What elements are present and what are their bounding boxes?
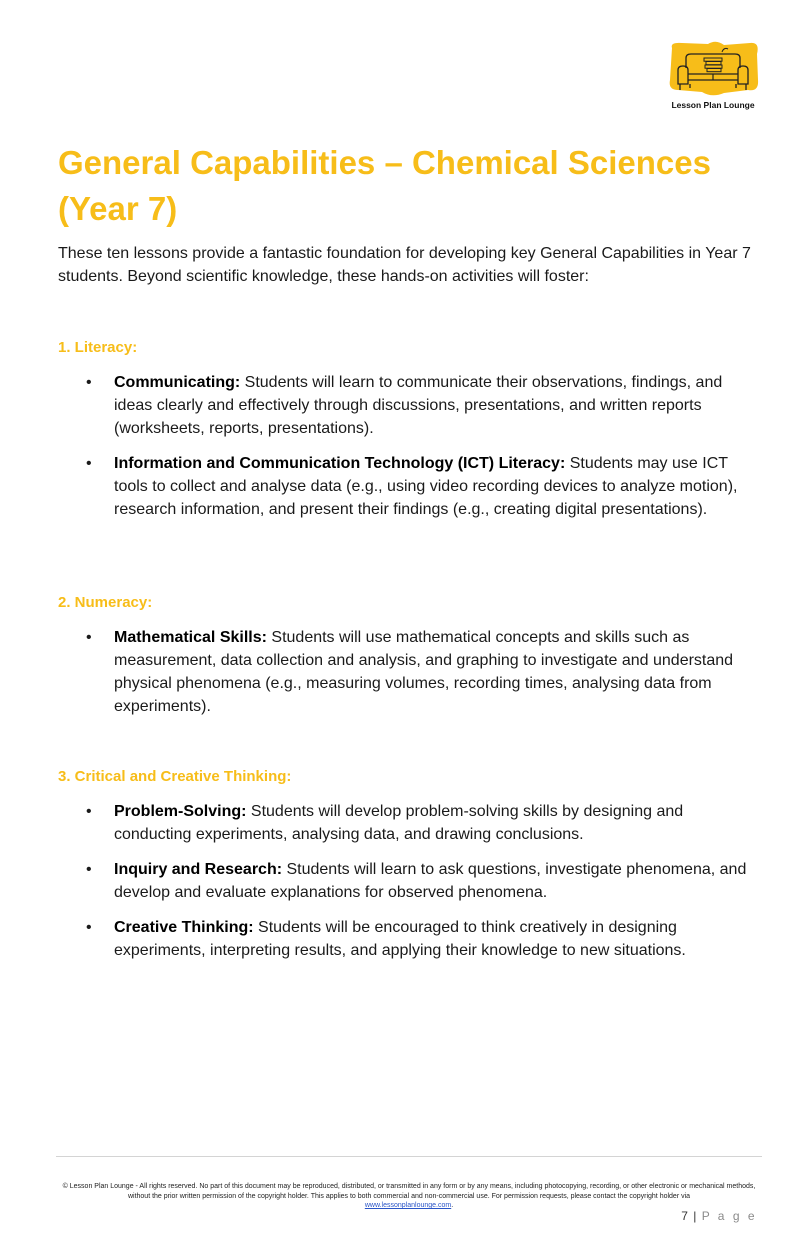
list-item bbox=[86, 858, 764, 904]
copyright-text: © Lesson Plan Lounge - All rights reserved. No part of this document may be reproduced, distributed, or transmitted in any form or by any means, including photocopying, recording, or other electronic or mechanical methods, without the prior written permission of the copyright holder. This applies to both commercial and non-commercial use. For permission requests, please contact the copyright holder via bbox=[62, 1183, 756, 1200]
item-text: Students will learn to ask questions, investigate phenomena, and develop and evaluate explanations for observed phenomena. bbox=[114, 861, 747, 901]
page-title: General Capabilities – Chemical Sciences (Year 7) bbox=[58, 144, 711, 227]
page-separator: | bbox=[693, 1209, 698, 1223]
bullet-icon: • bbox=[86, 629, 92, 646]
url-suffix: . bbox=[451, 1202, 454, 1209]
brand-name: Lesson Plan Lounge bbox=[671, 100, 755, 110]
item-term: Communicating: bbox=[114, 374, 241, 391]
brand-logo bbox=[664, 40, 762, 112]
item-text: Students will be encouraged to think creatively in designing experiments, interpreting results, and applying their knowledge to new situations. bbox=[114, 919, 686, 959]
item-term: Creative Thinking: bbox=[114, 919, 254, 936]
item-text: Students will use mathematical concepts and skills such as measurement, data collection and analysis, and graphing to investigate and understand physical phenomena (e.g., measuring volumes, recording times, analysing data from experiments). bbox=[114, 629, 734, 715]
section-heading-numeracy: 2. Numeracy: bbox=[58, 594, 153, 611]
footer-divider bbox=[56, 1156, 762, 1157]
item-text: Students will learn to communicate their observations, findings, and ideas clearly and effectively through discussions, presentations, and written reports (worksheets, reports, presentations). bbox=[114, 374, 723, 437]
bullet-icon: • bbox=[86, 803, 92, 820]
item-text: Students may use ICT tools to collect and analyse data (e.g., using video recording devices to analyze motion), research information, and present their findings (e.g., creating digital presentations). bbox=[114, 455, 738, 518]
section-heading-critical-thinking: 3. Critical and Creative Thinking: bbox=[58, 768, 292, 785]
intro-paragraph: These ten lessons provide a fantastic foundation for developing key General Capabilities in Year 7 students. Beyond scientific knowledge, these hands-on activities will foster: bbox=[58, 245, 751, 285]
list-item bbox=[86, 916, 764, 962]
item-term: Problem-Solving: bbox=[114, 803, 247, 820]
item-term: Inquiry and Research: bbox=[114, 861, 283, 878]
item-term: Mathematical Skills: bbox=[114, 629, 267, 646]
list-item bbox=[86, 800, 764, 846]
copyright-notice bbox=[60, 1182, 758, 1211]
item-text: Students will develop problem-solving skills by designing and conducting experiments, analysing data, and drawing conclusions. bbox=[114, 803, 684, 843]
sofa-icon bbox=[664, 40, 762, 100]
bullet-icon: • bbox=[86, 919, 92, 936]
page-number bbox=[681, 1209, 757, 1223]
item-term: Information and Communication Technology (ICT) Literacy: bbox=[114, 455, 566, 472]
list-item bbox=[86, 626, 764, 718]
website-link[interactable]: www.lessonplanlounge.com bbox=[364, 1202, 452, 1209]
page-label: P a g e bbox=[701, 1209, 757, 1223]
list-item bbox=[86, 452, 764, 521]
bullet-icon: • bbox=[86, 455, 92, 472]
bullet-icon: • bbox=[86, 374, 92, 391]
section-heading-literacy: 1. Literacy: bbox=[58, 339, 138, 356]
list-item bbox=[86, 371, 764, 440]
page-number-value: 7 bbox=[681, 1209, 689, 1223]
bullet-icon: • bbox=[86, 861, 92, 878]
